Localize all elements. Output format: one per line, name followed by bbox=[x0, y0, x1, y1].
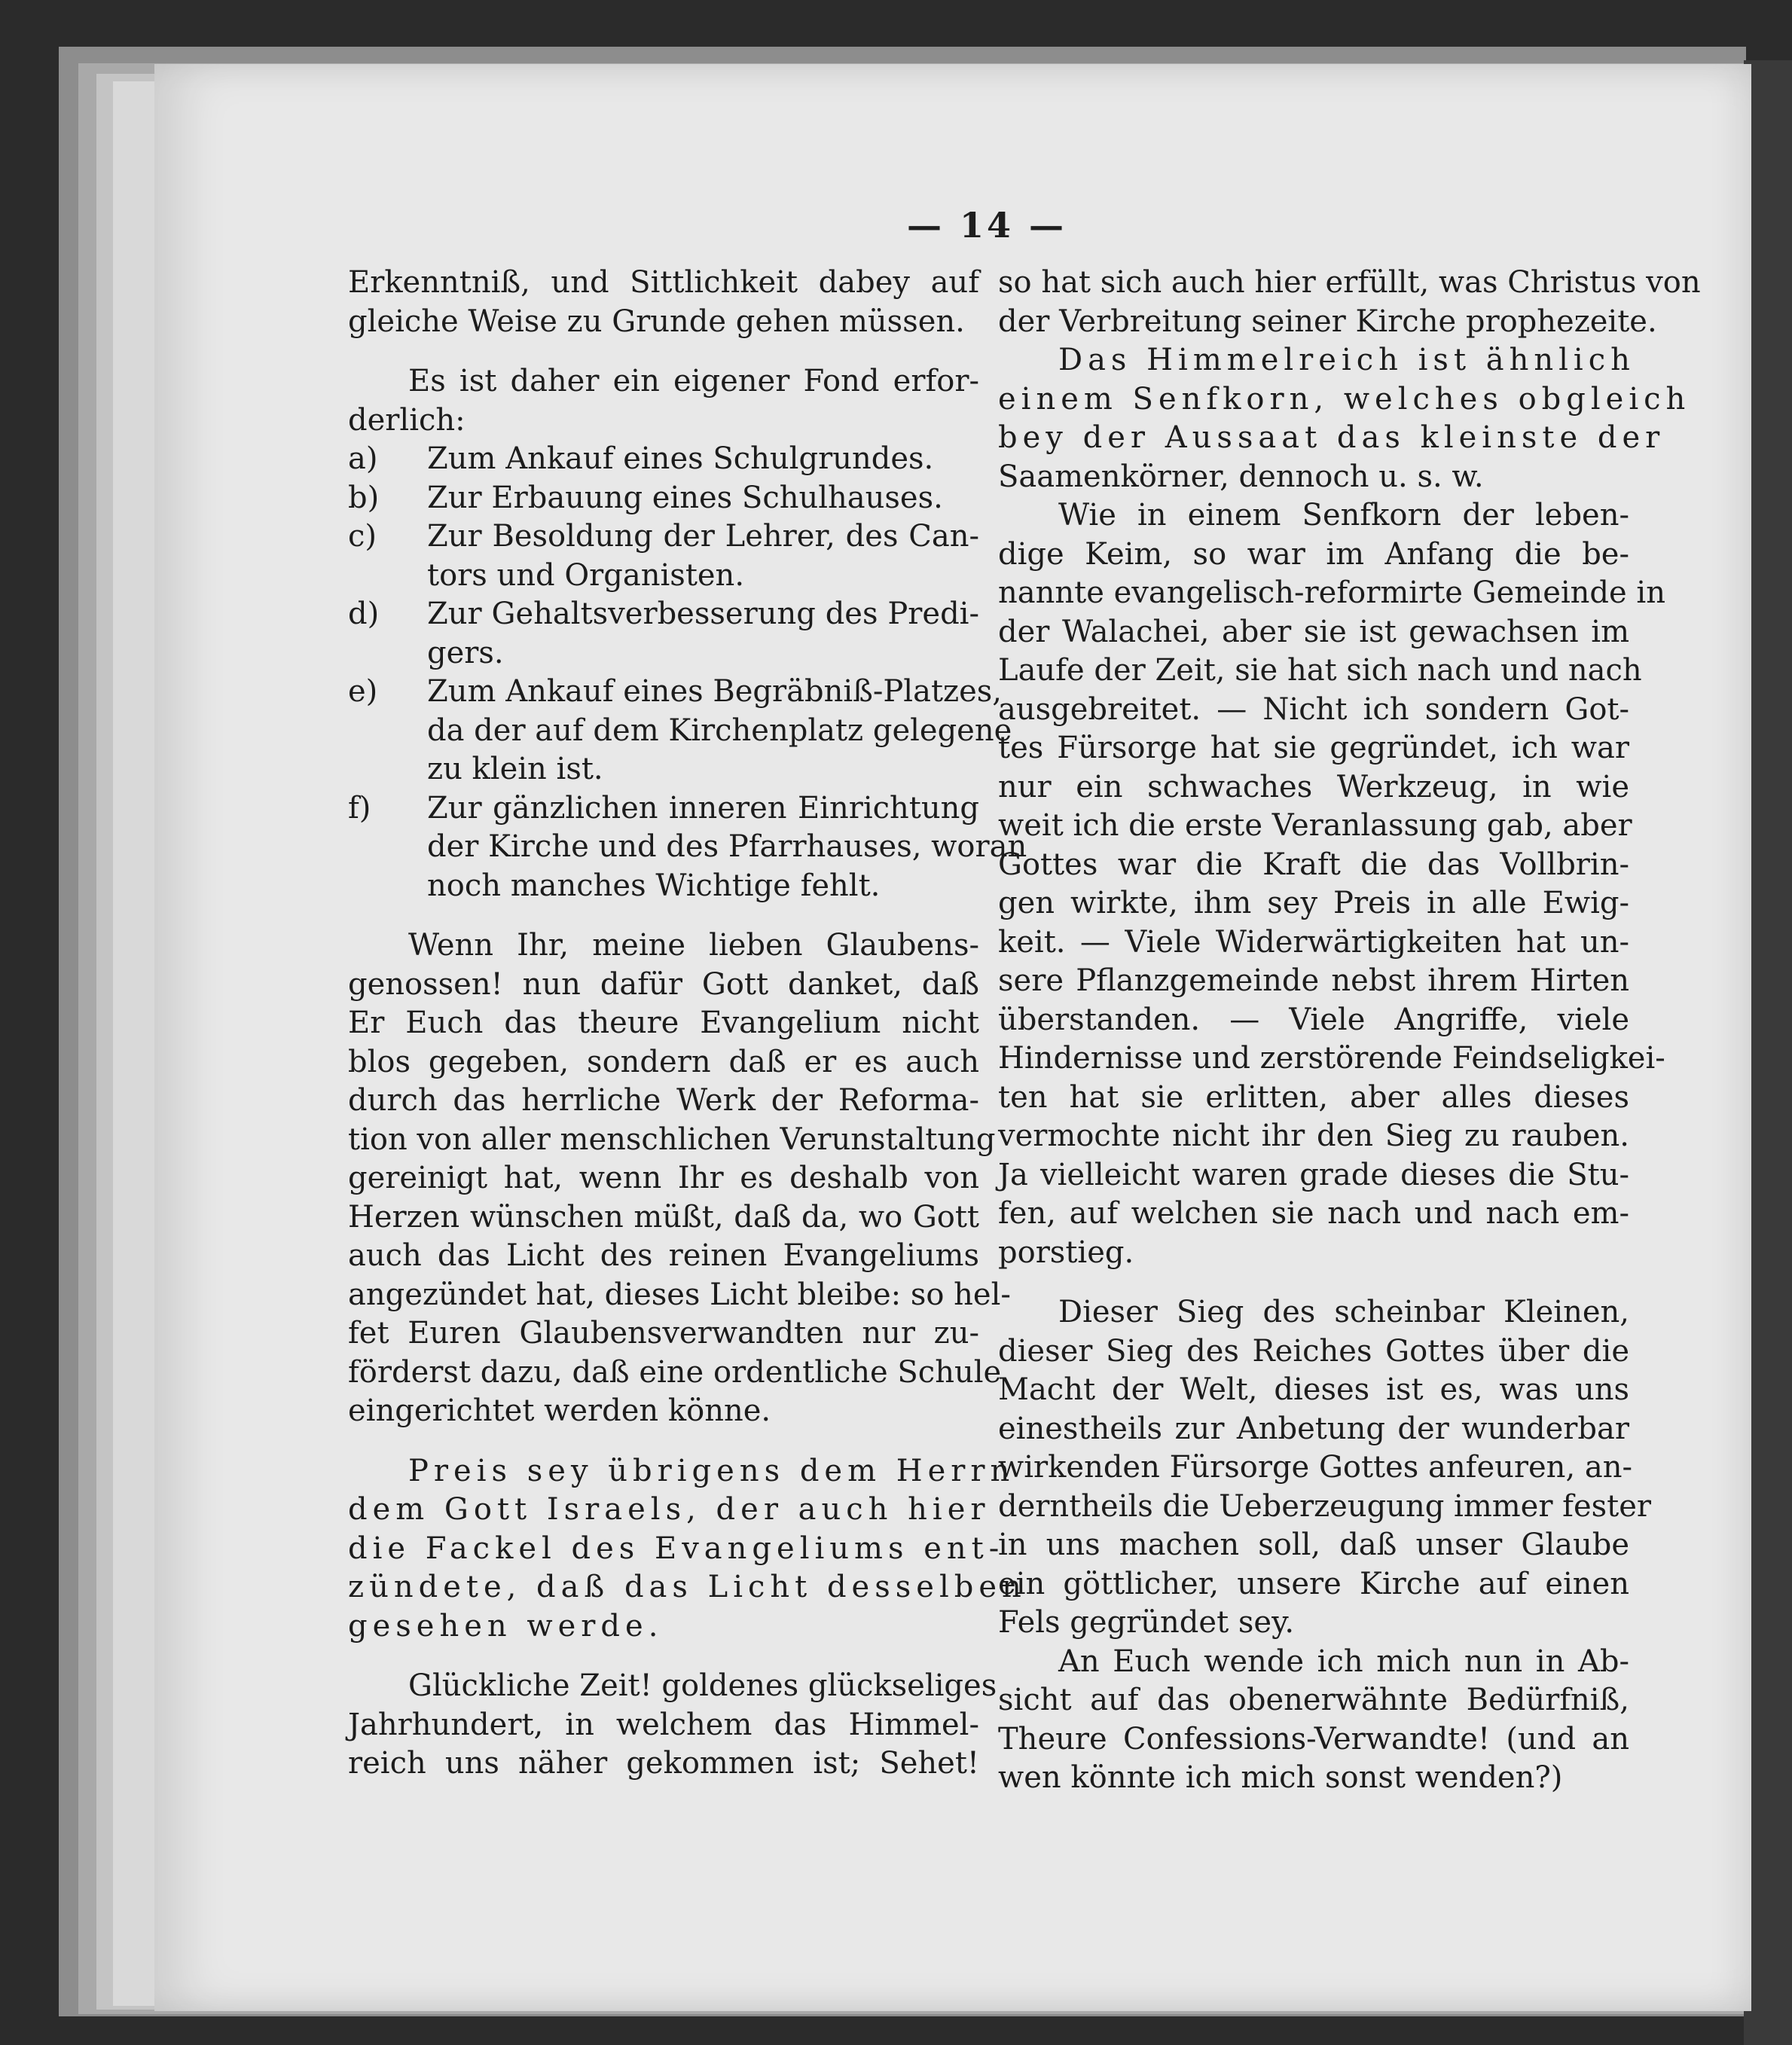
text-line: förderst dazu, daß eine ordentliche Schule bbox=[348, 1354, 1002, 1390]
text-line: einestheils zur Anbetung der wunderbar bbox=[998, 1411, 1629, 1446]
text-line: blos gegeben, sondern daß er es auch bbox=[348, 1044, 979, 1079]
text-line: Preis sey übrigens dem Herrn bbox=[408, 1453, 1015, 1488]
text-line: Zur Gehaltsverbesserung des Predi- bbox=[427, 597, 979, 631]
text-line: Macht der Welt, dieses ist es, was uns bbox=[998, 1372, 1629, 1407]
text-line: wirkenden Fürsorge Gottes anfeuren, an- bbox=[998, 1450, 1632, 1485]
text-line: nannte evangelisch-reformirte Gemeinde in bbox=[998, 575, 1665, 610]
text-line: Dieser Sieg des scheinbar Kleinen, bbox=[1058, 1295, 1629, 1329]
text-line: Theure Confessions-Verwandte! (und an bbox=[998, 1721, 1629, 1757]
text-line: einem Senfkorn, welches obgleich bbox=[998, 381, 1691, 417]
paragraph bbox=[348, 264, 979, 341]
text-line: tors und Organisten. bbox=[427, 557, 745, 593]
text-line: Wenn Ihr, meine lieben Glaubens- bbox=[408, 928, 979, 963]
paragraph bbox=[998, 1643, 1629, 1798]
text-line: derntheils die Ueberzeugung immer fester bbox=[998, 1488, 1652, 1524]
list-item bbox=[348, 517, 979, 595]
text-line: fet Euren Glaubensverwandten nur zu- bbox=[348, 1316, 979, 1351]
paragraph bbox=[348, 1452, 1027, 1647]
paragraph bbox=[348, 926, 1011, 1431]
text-line: Wie in einem Senfkorn der leben- bbox=[1058, 498, 1629, 533]
text-line: wen könnte ich mich sonst wenden?) bbox=[998, 1760, 1563, 1795]
list-item bbox=[348, 440, 979, 479]
text-line: porstieg. bbox=[998, 1235, 1134, 1270]
text-line: gereinigt hat, wenn Ihr es deshalb von bbox=[348, 1161, 979, 1195]
text-line: der Walachei, aber sie ist gewachsen im bbox=[998, 614, 1629, 649]
text-line: fen, auf welchen sie nach und nach em- bbox=[998, 1196, 1629, 1231]
text-line: zündete, daß das Licht desselben bbox=[348, 1570, 1027, 1604]
left-column bbox=[348, 264, 1027, 1784]
text-line: tion von aller menschlichen Verunstaltung bbox=[348, 1122, 996, 1157]
list-item bbox=[348, 673, 1012, 789]
paragraph bbox=[998, 1293, 1652, 1643]
list-item bbox=[348, 789, 1027, 906]
text-line: derlich: bbox=[348, 402, 466, 438]
list-marker: c) bbox=[348, 519, 377, 554]
requirements-list bbox=[348, 440, 1027, 905]
text-line: Zum Ankauf eines Schulgrundes. bbox=[427, 441, 934, 476]
paragraph bbox=[998, 496, 1665, 1272]
text-line: Zur Erbauung eines Schulhauses. bbox=[427, 480, 943, 515]
text-line: tes Fürsorge hat sie gegründet, ich war bbox=[998, 731, 1629, 765]
text-line: Laufe der Zeit, sie hat sich nach und nach bbox=[998, 653, 1642, 688]
text-line: An Euch wende ich mich nun in Ab- bbox=[1058, 1644, 1629, 1679]
text-line: Saamenkörner, dennoch u. s. w. bbox=[998, 459, 1484, 494]
text-line: dieser Sieg des Reiches Gottes über die bbox=[998, 1333, 1629, 1369]
text-line: überstanden. — Viele Angriffe, viele bbox=[998, 1002, 1629, 1037]
text-line: Hindernisse und zerstörende Feindseligkei- bbox=[998, 1041, 1665, 1076]
text-line: weit ich die erste Veranlassung gab, aber bbox=[998, 808, 1632, 843]
text-line: bey der Aussaat das kleinste der bbox=[998, 420, 1665, 455]
text-line: gleiche Weise zu Grunde gehen müssen. bbox=[348, 304, 965, 339]
text-line: Das Himmelreich ist ähnlich bbox=[1058, 343, 1635, 377]
text-line: der Kirche und des Pfarrhauses, woran bbox=[427, 829, 1027, 864]
paragraph bbox=[998, 264, 1701, 341]
page-number: — 14 — bbox=[906, 205, 1067, 246]
text-line: gers. bbox=[427, 635, 504, 670]
text-line: ten hat sie erlitten, aber alles dieses bbox=[998, 1079, 1629, 1115]
text-line: der Verbreitung seiner Kirche prophezeite. bbox=[998, 304, 1657, 339]
text-line: durch das herrliche Werk der Reforma- bbox=[348, 1083, 979, 1118]
text-line: ein göttlicher, unsere Kirche auf einen bbox=[998, 1566, 1629, 1601]
text-line: Er Euch das theure Evangelium nicht bbox=[348, 1006, 979, 1040]
text-line: nur ein schwaches Werkzeug, in wie bbox=[998, 769, 1629, 804]
text-line: angezündet hat, dieses Licht bleibe: so hel- bbox=[348, 1277, 1011, 1312]
list-item bbox=[348, 595, 979, 673]
text-line: Jahrhundert, in welchem das Himmel- bbox=[348, 1707, 979, 1742]
list-item bbox=[348, 479, 979, 518]
text-line: Ja vielleicht waren grade dieses die Stu- bbox=[998, 1157, 1629, 1192]
text-line: dige Keim, so war im Anfang die be- bbox=[998, 536, 1629, 572]
text-line: zu klein ist. bbox=[427, 752, 603, 786]
paragraph bbox=[998, 341, 1691, 496]
text-line: Zum Ankauf eines Begräbniß-Platzes, bbox=[427, 674, 1003, 709]
paragraph bbox=[348, 362, 979, 440]
text-line: genossen! nun dafür Gott danket, daß bbox=[348, 966, 979, 1002]
paragraph bbox=[348, 1667, 997, 1784]
list-marker: e) bbox=[348, 674, 378, 709]
text-line: vermochte nicht ihr den Sieg zu rauben. bbox=[998, 1119, 1629, 1153]
text-line: sere Pflanzgemeinde nebst ihrem Hirten bbox=[998, 963, 1629, 998]
text-line: Glückliche Zeit! goldenes glückseliges bbox=[408, 1668, 997, 1703]
text-line: dem Gott Israels, der auch hier bbox=[348, 1492, 991, 1527]
text-line: ausgebreitet. — Nicht ich sondern Got- bbox=[998, 691, 1629, 727]
text-line: Zur gänzlichen inneren Einrichtung bbox=[427, 790, 979, 826]
right-column bbox=[998, 264, 1701, 1798]
text-line: Gottes war die Kraft die das Vollbrin- bbox=[998, 847, 1629, 882]
list-marker: a) bbox=[348, 441, 378, 476]
text-line: Erkenntniß, und Sittlichkeit dabey auf bbox=[348, 265, 979, 300]
text-line: eingerichtet werden könne. bbox=[348, 1393, 771, 1428]
text-line: so hat sich auch hier erfüllt, was Christus von bbox=[998, 265, 1701, 300]
text-line: da der auf dem Kirchenplatz gelegene bbox=[427, 713, 1012, 748]
text-line: Fels gegründet sey. bbox=[998, 1605, 1295, 1640]
list-marker: f) bbox=[348, 790, 371, 826]
text-line: Herzen wünschen müßt, daß da, wo Gott bbox=[348, 1199, 979, 1235]
text-line: auch das Licht des reinen Evangeliums bbox=[348, 1238, 979, 1273]
text-line: gesehen werde. bbox=[348, 1608, 664, 1644]
text-line: Zur Besoldung der Lehrer, des Can- bbox=[427, 519, 979, 554]
text-line: keit. — Viele Widerwärtigkeiten hat un- bbox=[998, 924, 1629, 960]
text-line: in uns machen soll, daß unser Glaube bbox=[998, 1528, 1629, 1562]
text-line: noch manches Wichtige fehlt. bbox=[427, 868, 881, 903]
text-line: sicht auf das obenerwähnte Bedürfniß, bbox=[998, 1683, 1629, 1717]
text-line: reich uns näher gekommen ist; Sehet! bbox=[348, 1746, 979, 1781]
text-line: gen wirkte, ihm sey Preis in alle Ewig- bbox=[998, 886, 1629, 920]
text-line: die Fackel des Evangeliums ent- bbox=[348, 1531, 1005, 1566]
list-marker: d) bbox=[348, 597, 380, 631]
list-marker: b) bbox=[348, 480, 380, 515]
text-line: Es ist daher ein eigener Fond erfor- bbox=[408, 364, 979, 398]
